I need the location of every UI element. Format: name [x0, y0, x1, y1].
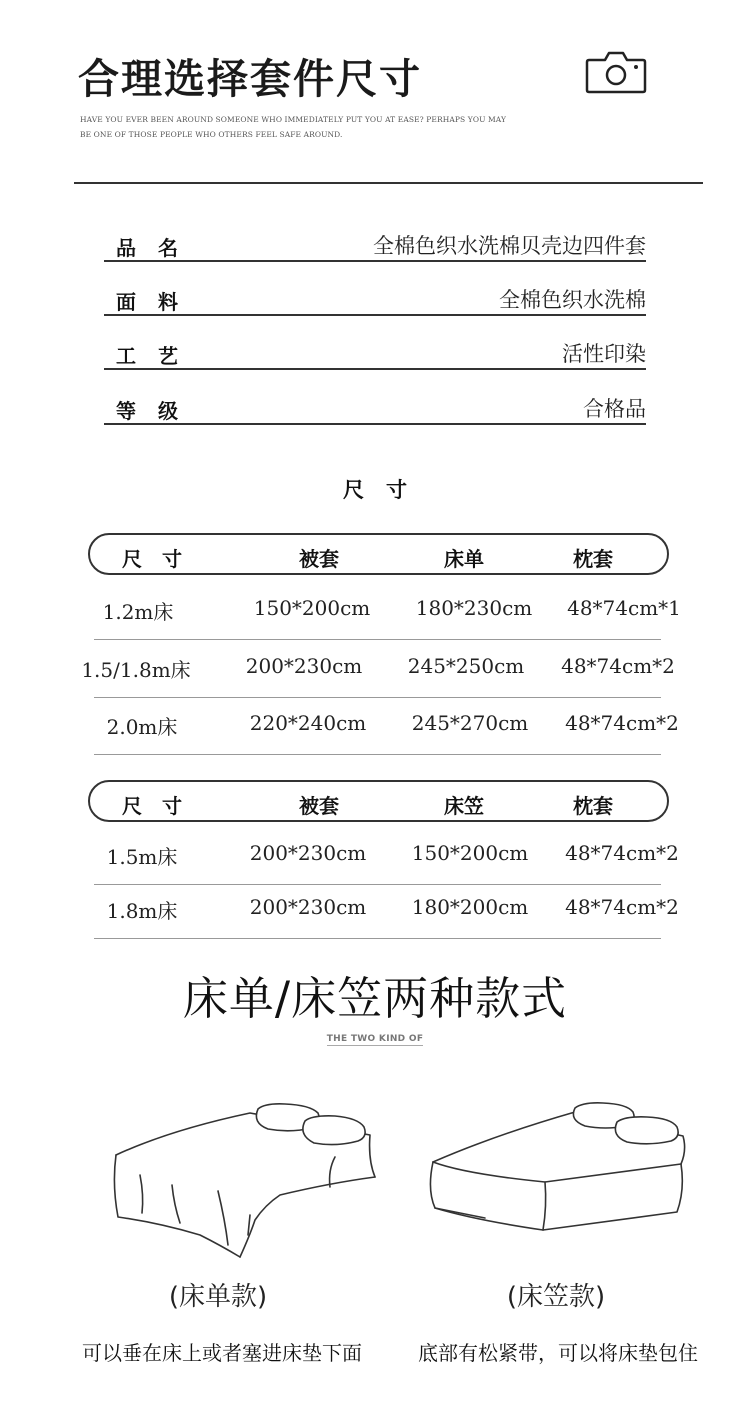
table2-header-duvet: 被套: [299, 794, 339, 818]
table-cell: 180*230cm: [415, 596, 533, 620]
table1-header: [88, 533, 669, 575]
camera-icon[interactable]: [585, 48, 647, 94]
table-cell: 48*74cm*2: [565, 841, 679, 865]
table1-header-duvet: 被套: [299, 547, 339, 571]
table-cell: 48*74cm*2: [561, 654, 675, 678]
spec-row-fabric: [104, 268, 646, 316]
styles-subtitle-text: THE TWO KIND OF: [326, 1034, 424, 1044]
flat-sheet-bed-icon: [100, 1095, 390, 1270]
styles-title: 床单/床笠两种款式: [182, 972, 568, 1025]
table2-header-pillowcase: 枕套: [573, 794, 613, 818]
fitted-sheet-caption: (床笠款): [506, 1282, 606, 1312]
spec-value: 活性印染: [562, 342, 646, 366]
table-cell: 48*74cm*2: [565, 895, 679, 919]
spec-value: 全棉色织水洗棉: [499, 288, 646, 312]
size-heading: 尺寸: [343, 478, 429, 502]
styles-subtitle: [0, 1034, 750, 1044]
table1-header-pillowcase: 枕套: [573, 547, 613, 571]
table-cell: 200*230cm: [249, 895, 367, 919]
table-row: [81, 642, 675, 698]
table-cell: 2.0m床: [106, 715, 178, 739]
table-cell: 150*200cm: [253, 596, 371, 620]
table2-header-fitted: 床笠: [444, 794, 484, 818]
spec-label: 面料: [116, 290, 200, 314]
table-cell: 1.5/1.8m床: [81, 658, 191, 682]
table-cell: 1.5m床: [106, 845, 178, 869]
subtitle-line-2: BE ONE OF THOSE PEOPLE WHO OTHERS FEEL SAFE AROUND.: [80, 130, 343, 139]
flat-sheet-description: 可以垂在床上或者塞进床垫下面: [82, 1341, 362, 1365]
table2-header-size: 尺寸: [122, 794, 202, 818]
fitted-sheet-bed-icon: [425, 1100, 695, 1250]
table-cell: 220*240cm: [249, 711, 367, 735]
table-cell: 200*230cm: [245, 654, 363, 678]
spec-label: 品名: [116, 236, 200, 260]
table-cell: 1.2m床: [102, 600, 174, 624]
table-row: [94, 883, 679, 939]
table1-header-sheet: 床单: [444, 547, 484, 571]
table2-header: [88, 780, 669, 822]
table-cell: 180*200cm: [411, 895, 529, 919]
spec-row-name: [104, 214, 646, 262]
fitted-sheet-description: 底部有松紧带，可以将床垫包住: [418, 1341, 698, 1365]
spec-row-grade: [104, 377, 646, 425]
spec-row-craft: [104, 322, 646, 370]
spec-label: 等级: [116, 399, 200, 423]
table-row: [94, 584, 681, 640]
table-cell: 200*230cm: [249, 841, 367, 865]
table-cell: 48*74cm*2: [565, 711, 679, 735]
table-cell: 1.8m床: [106, 899, 178, 923]
flat-sheet-caption: (床单款): [168, 1282, 268, 1312]
table1-header-size: 尺寸: [122, 547, 202, 571]
spec-value: 合格品: [583, 397, 646, 421]
table-cell: 245*250cm: [407, 654, 525, 678]
table-cell: 48*74cm*1: [567, 596, 681, 620]
table-row: [94, 829, 679, 885]
table-cell: 150*200cm: [411, 841, 529, 865]
spec-label: 工艺: [116, 344, 200, 368]
table-row: [94, 699, 679, 755]
spec-value: 全棉色织水洗棉贝壳边四件套: [373, 234, 646, 258]
header-subtitle: [80, 112, 550, 142]
subtitle-line-1: HAVE YOU EVER BEEN AROUND SOMEONE WHO IMMEDIATELY PUT YOU AT EASE? PERHAPS YOU MAY: [80, 115, 507, 124]
table-cell: 245*270cm: [411, 711, 529, 735]
page-title: 合理选择套件尺寸: [78, 55, 422, 103]
header-divider: [74, 182, 703, 184]
